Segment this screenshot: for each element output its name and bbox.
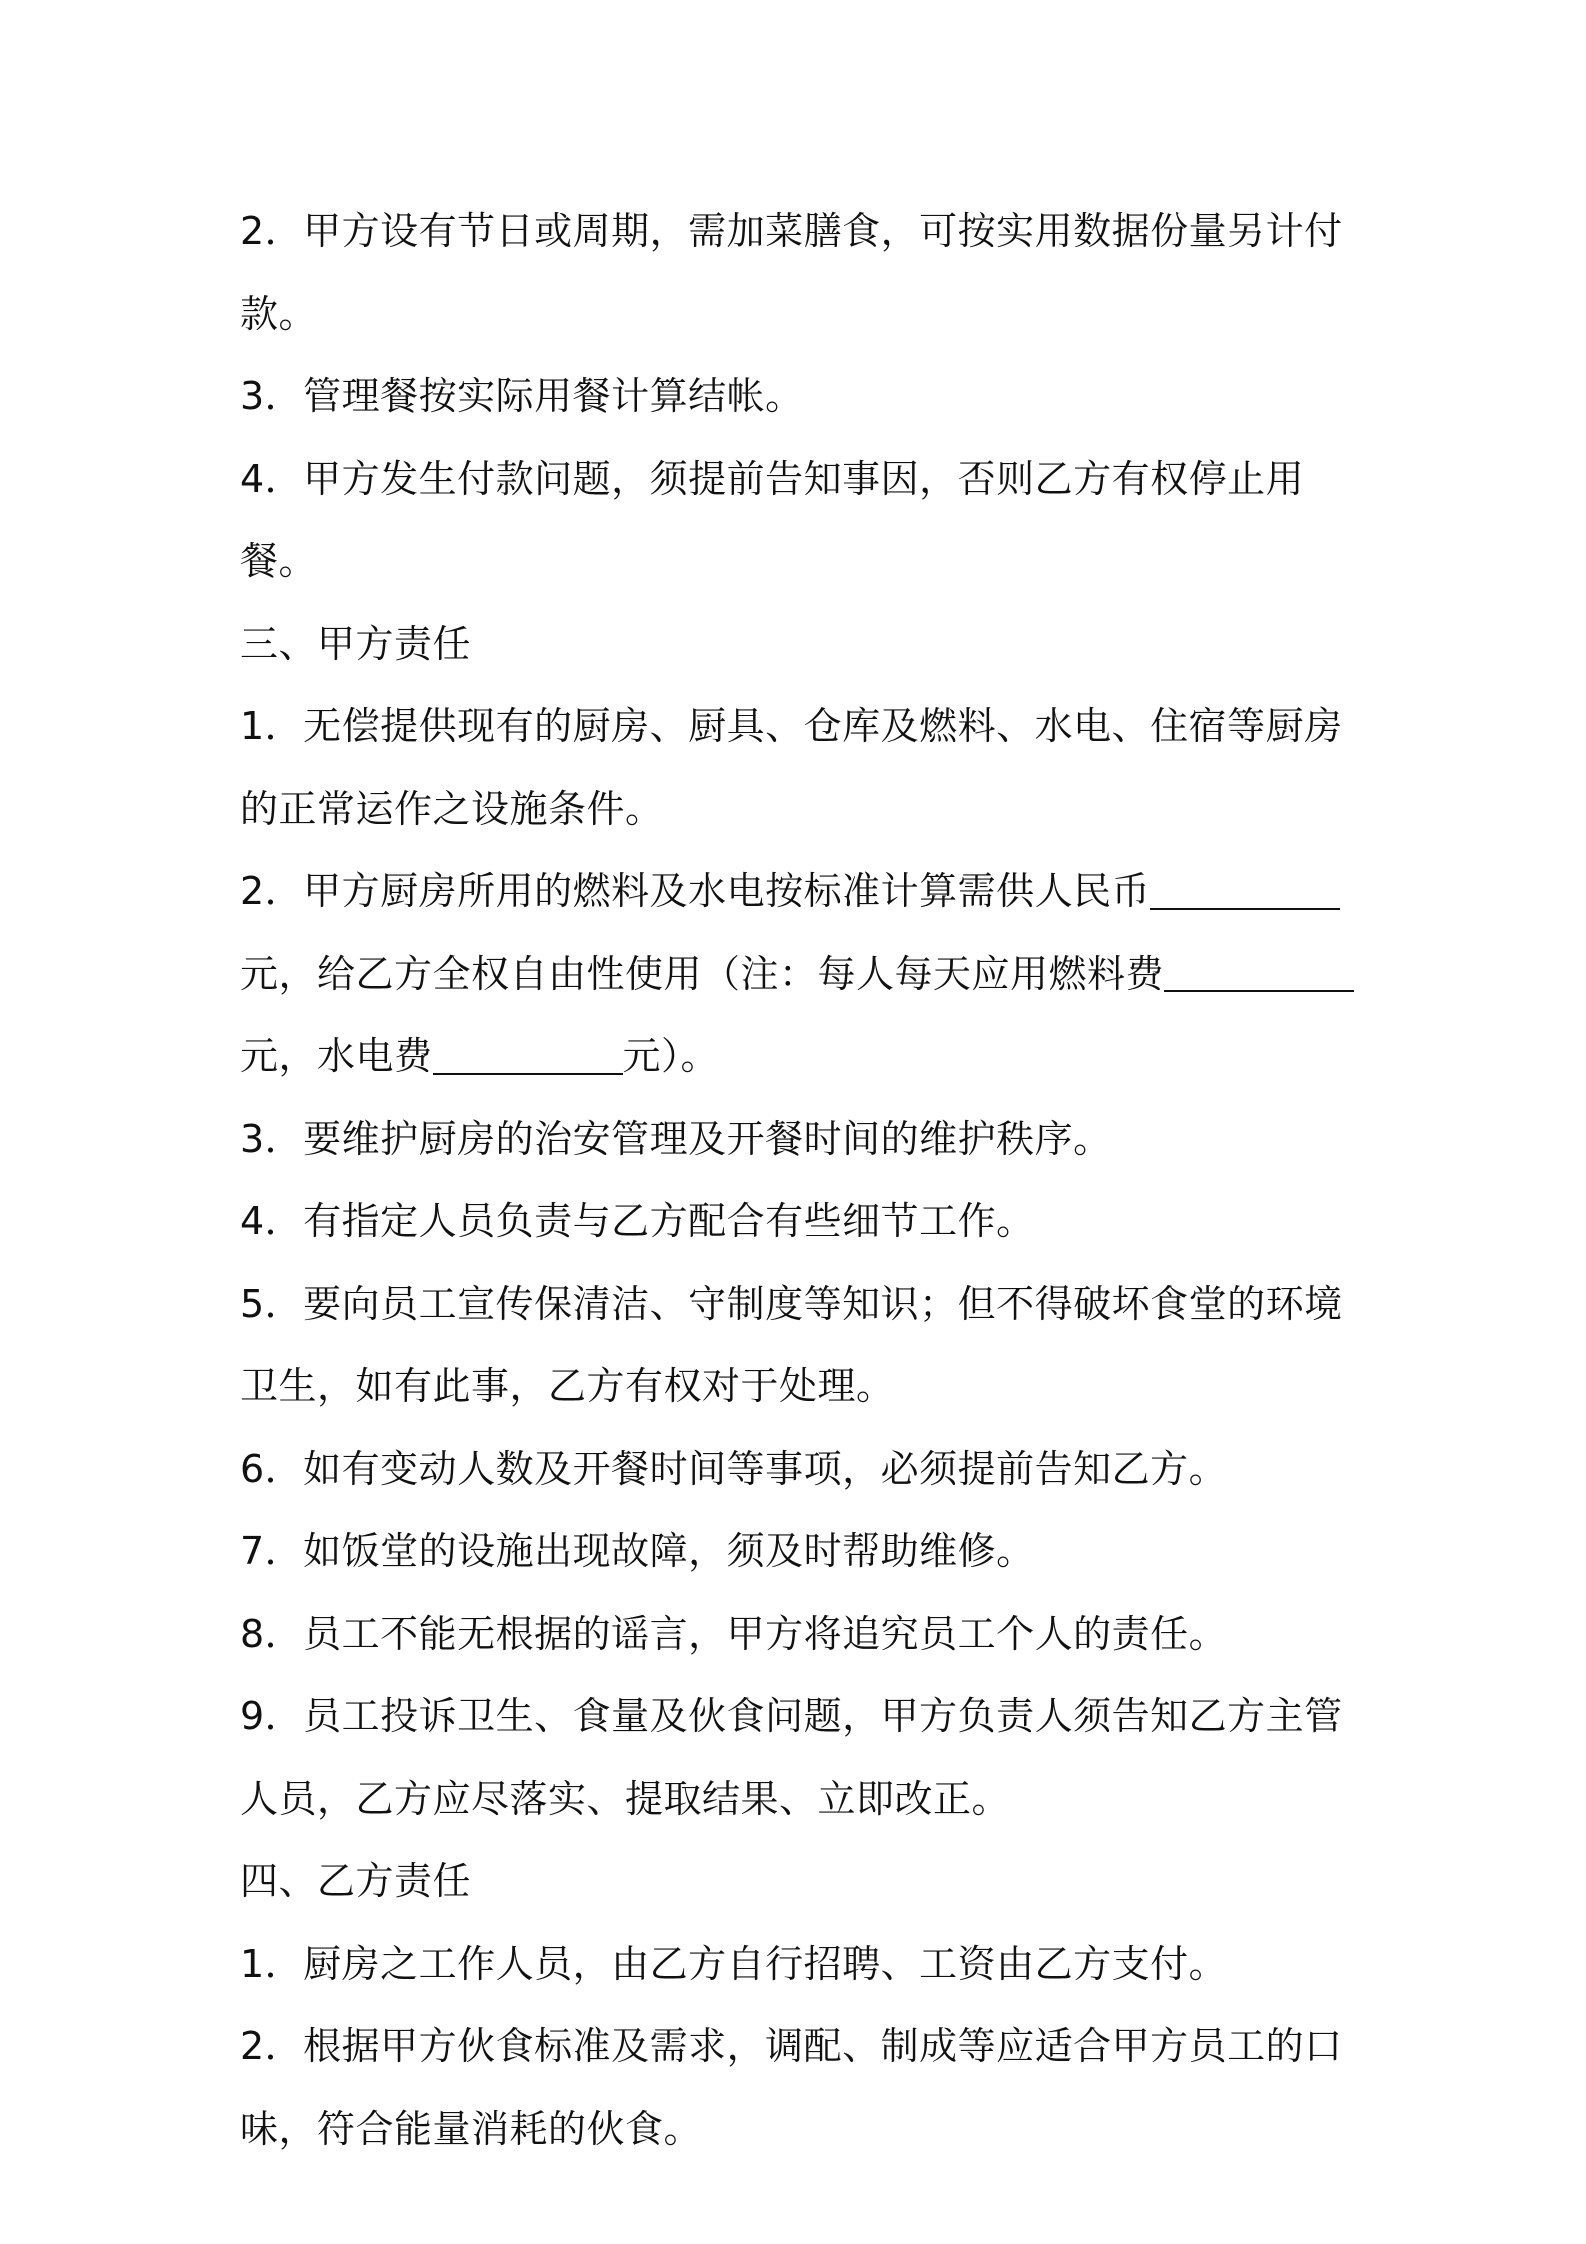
fee-text-part2: 元，给乙方全权自由性使用（注：每人每天应用燃料费	[240, 951, 1165, 996]
fee-blank-utilities	[433, 1035, 623, 1075]
party-a-clause-2-fees	[240, 850, 1380, 1098]
party-b-clause-2: 2．根据甲方伙食标准及需求，调配、制成等应适合甲方员工的口味，符合能量消耗的伙食。	[240, 2024, 1343, 2151]
fee-text-part1: 2．甲方厨房所用的燃料及水电按标准计算需供人民币	[240, 869, 1151, 913]
fee-text-part4: 元）。	[622, 1034, 720, 1078]
clause-3-management-meals: 3．管理餐按实际用餐计算结帐。	[240, 374, 804, 418]
party-a-clause-8: 8．员工不能无根据的谣言，甲方将追究员工个人的责任。	[240, 1611, 1228, 1656]
document-body	[240, 190, 1380, 2170]
clause-2-holiday-meals: 2．甲方设有节日或周期，需加菜膳食，可按实用数据份量另计付款。	[240, 209, 1343, 336]
party-a-clause-7: 7．如饭堂的设施出现故障，须及时帮助维修。	[240, 1529, 1035, 1573]
party-a-clause-4: 4．有指定人员负责与乙方配合有些细节工作。	[240, 1199, 1035, 1243]
party-b-clause-1: 1．厨房之工作人员，由乙方自行招聘、工资由乙方支付。	[240, 1941, 1228, 1986]
party-a-clause-9: 9．员工投诉卫生、食量及伙食问题，甲方负责人须告知乙方主管人员，乙方应尽落实、提取结果、立即改正。	[240, 1694, 1343, 1821]
clause-4-payment-issue: 4．甲方发生付款问题，须提前告知事因，否则乙方有权停止用餐。	[240, 456, 1305, 583]
party-a-clause-6: 6．如有变动人数及开餐时间等事项，必须提前告知乙方。	[240, 1446, 1228, 1491]
section-heading-party-a: 三、甲方责任	[240, 621, 472, 666]
party-a-clause-3: 3．要维护厨房的治安管理及开餐时间的维护秩序。	[240, 1116, 1112, 1161]
party-a-clause-1: 1．无偿提供现有的厨房、厨具、仓库及燃料、水电、住宿等厨房的正常运作之设施条件。	[240, 704, 1343, 831]
party-a-clause-5: 5．要向员工宣传保清洁、守制度等知识；但不得破坏食堂的环境卫生，如有此事，乙方有权对于处理。	[240, 1281, 1343, 1408]
fee-blank-total	[1150, 870, 1340, 910]
fee-blank-fuel	[1164, 952, 1354, 992]
fee-text-part3: 元，水电费	[240, 1034, 433, 1078]
section-heading-party-b: 四、乙方责任	[240, 1859, 472, 1903]
